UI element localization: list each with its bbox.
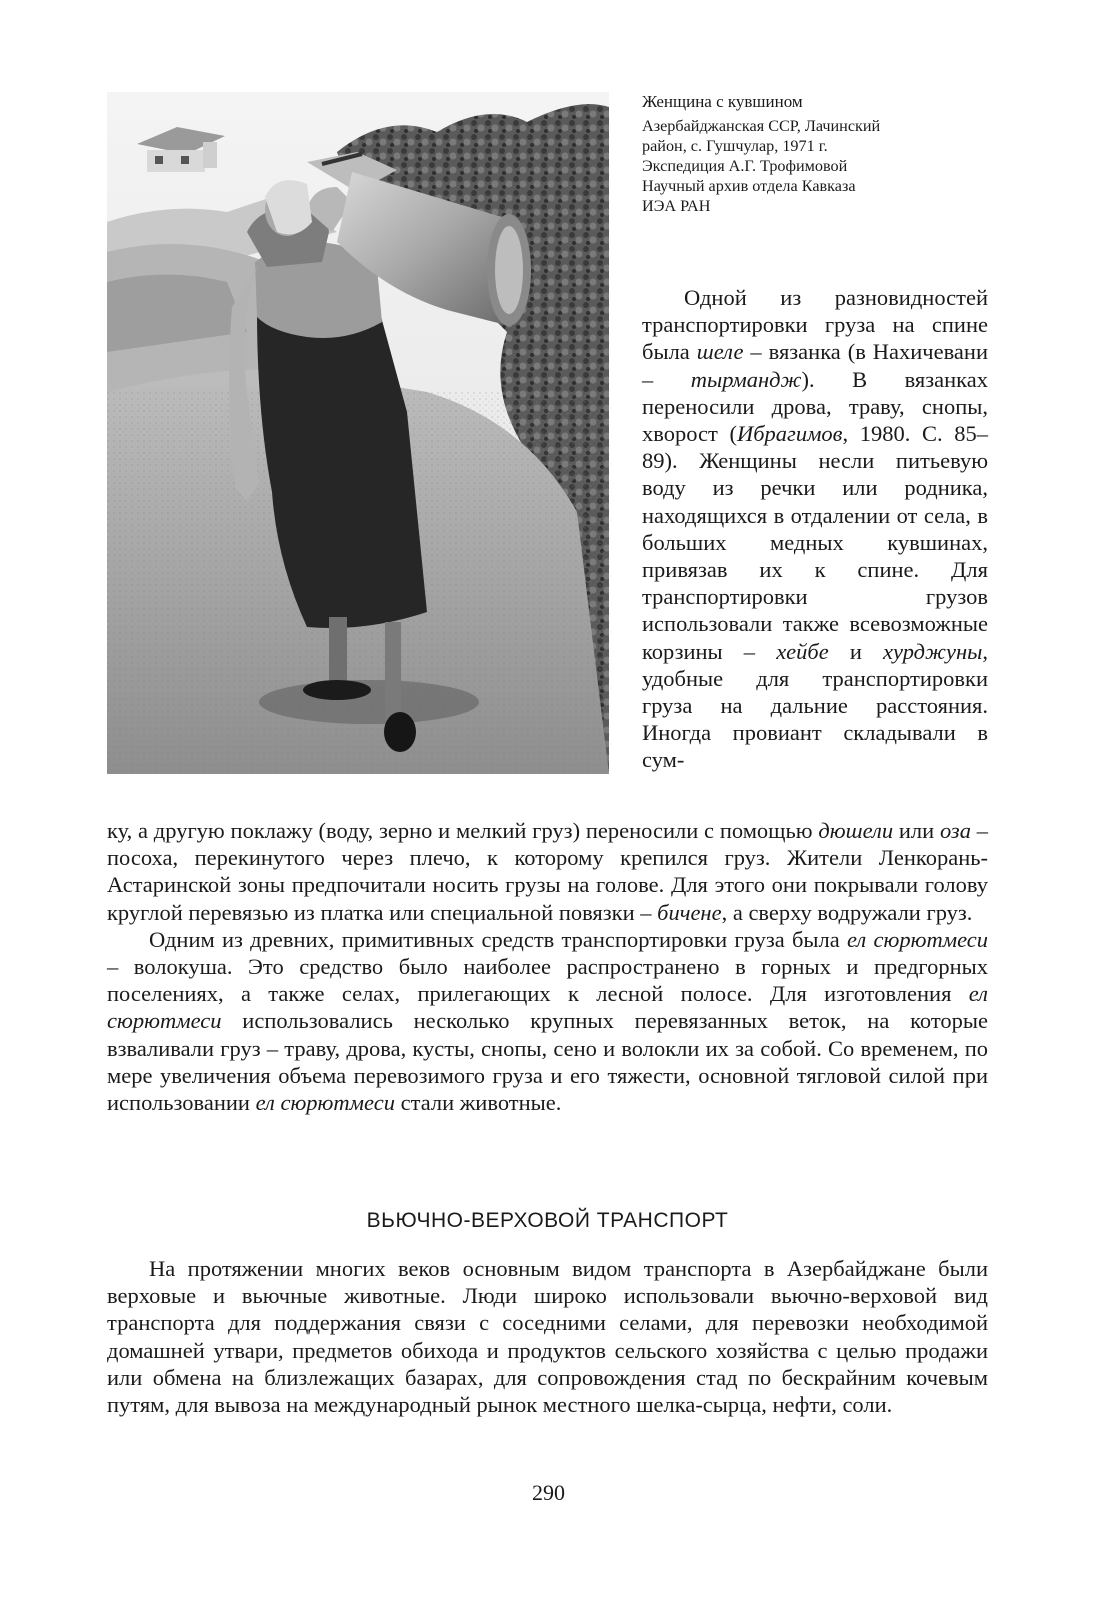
paragraph <box>107 926 988 1116</box>
term: бичене <box>657 899 722 925</box>
text-run: ку, а другую поклажу (воду, зерно и мелкий груз) переносили с помощью <box>107 818 819 843</box>
author-reference: Ибрагимов <box>736 421 843 447</box>
photograph-woman-with-jug <box>107 92 609 774</box>
caption-line: ИЭА РАН <box>642 197 711 215</box>
paragraph: На протяжении многих веков основным видом транспорта в Азербайджане были верховые и вьючные животные. Люди широко использовали вьючно-верховой вид транспорта для поддержания связи с соседними селами, для перевозки необходимой домашней утвари, предметов обихода и продуктов сельского хозяйства с целью продажи или обмена на близлежащих базарах, для сопровождения стад по бескрайним кочевым путям, для вывоза на международный рынок местного шелка-сырца, нефти, соли. <box>107 1256 988 1418</box>
caption-line: Азербайджанская ССР, Лачинский <box>642 117 881 135</box>
term: хурджуны <box>883 638 983 664</box>
text-run: Одной из разновидностей транспортировки груза на спине была <box>642 285 988 365</box>
page-number: 290 <box>532 1480 565 1505</box>
photo-illustration <box>107 92 609 774</box>
section-body <box>107 1255 988 1418</box>
paragraph <box>642 284 988 774</box>
text-run: , а сверху водружали груз. <box>721 899 973 925</box>
text-run: , удобные для транспортировки груза на дальние расстояния. Иногда провиант складывали в сум- <box>642 638 988 773</box>
text-run: – волокуша. Это средство было наиболее распространено в горных и предгорных поселениях, а также селах, прилегающих к лесной полосе. Для изготовления <box>107 954 988 1007</box>
term: ел сюрютмеси <box>255 1090 395 1116</box>
text-run: , 1980. С. 85–89). Женщины несли питьевую воду из речки или родника, находящихся в отдалении от села, в больших медных кувшинах, привязав их к спине. Для транспортировки грузов использовали также всевозможные корзины – <box>642 421 988 664</box>
caption-title: Женщина с кувшином <box>642 92 803 111</box>
caption-line: Экспедиция А.Г. Трофимовой <box>642 157 848 175</box>
term: ел сюрютмеси <box>107 981 988 1034</box>
text-run: использовались несколько крупных перевязанных веток, на которые взваливали груз – траву, дрова, кусты, снопы, сено и волокли их за собой. Со временем, по мере увеличения объема перевозимого груза и его тяжести, основной тягловой силой при использовании <box>107 1008 988 1116</box>
caption-line: район, с. Гушчулар, 1971 г. <box>642 137 828 155</box>
column-paragraph <box>642 284 988 774</box>
term: шеле <box>696 339 744 365</box>
photo-caption <box>642 92 962 216</box>
term: хейбе <box>776 638 829 664</box>
text-run: стали животные. <box>394 1090 562 1116</box>
caption-line: Научный архив отдела Кавказа <box>642 177 856 195</box>
term: тырмандж <box>690 366 802 392</box>
term: оза <box>939 818 971 843</box>
term: дюшели <box>818 818 894 843</box>
text-run: или <box>893 818 940 843</box>
text-run: – вязанка (в Нахичевани – <box>642 339 988 392</box>
text-run: Одним из древних, примитивных средств транспортировки груза была <box>149 926 847 952</box>
term: ел сюрютмеси <box>847 926 988 952</box>
text-run: и <box>828 638 884 664</box>
text-run: – посоха, перекинутого через плечо, к которому крепился груз. Жители Ленкорань-Астаринской зоны предпочитали носить грузы на голове. Для этого они покрывали голову круглой перевязью из платка или специальной повязки – <box>107 818 988 925</box>
text-run: ). В вязанках переносили дрова, траву, снопы, хворост ( <box>642 366 988 447</box>
paragraph-continuation <box>107 817 988 926</box>
section-heading: ВЬЮЧНО-ВЕРХОВОЙ ТРАНСПОРТ <box>366 1209 729 1232</box>
full-width-text <box>107 817 988 1116</box>
